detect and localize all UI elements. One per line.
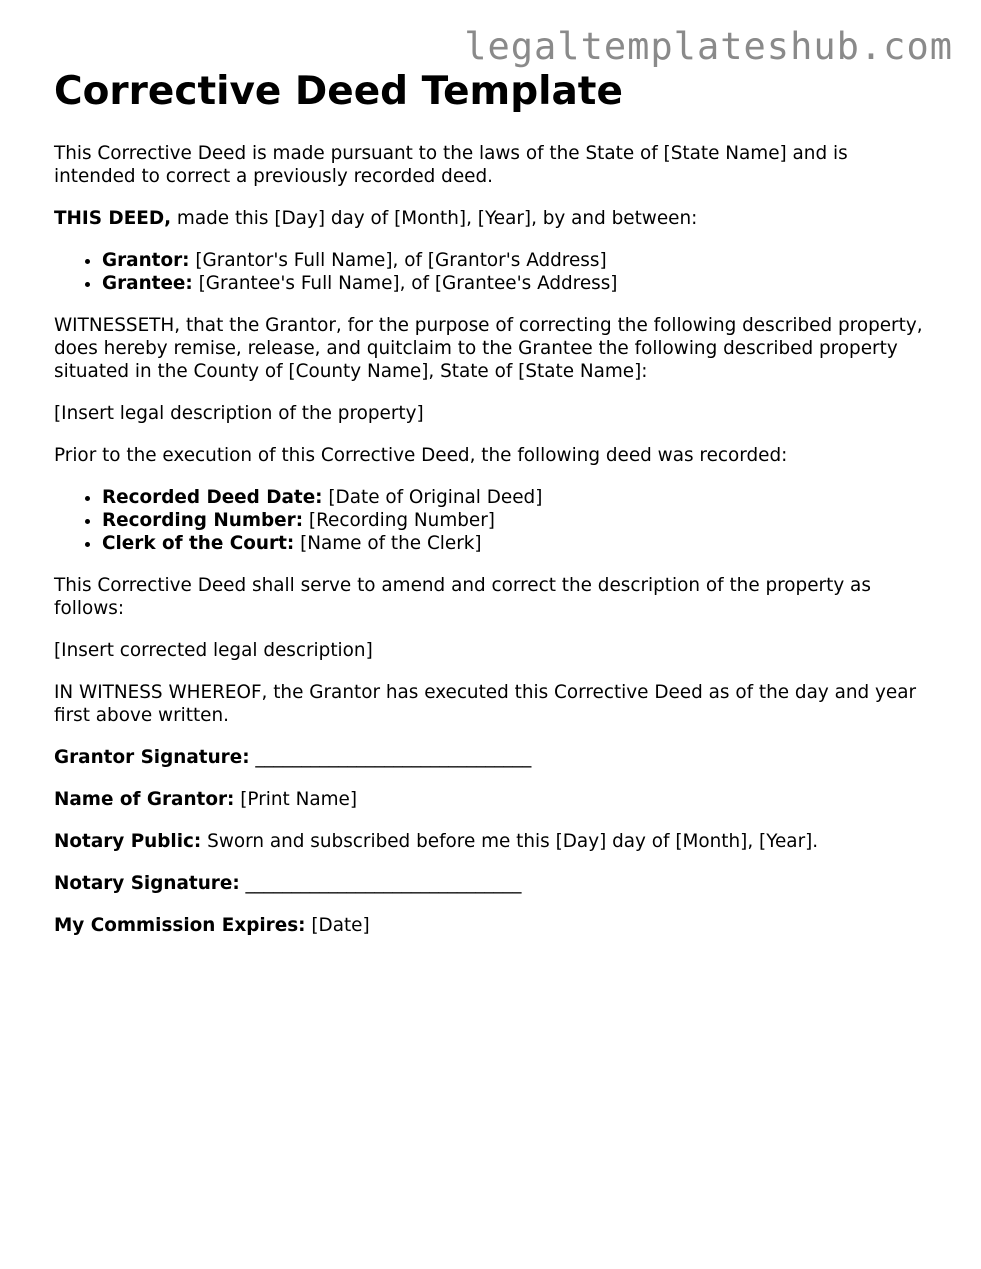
document-title: Corrective Deed Template	[54, 69, 623, 114]
prior-deed-paragraph: Prior to the execution of this Corrective Deed, the following deed was recorded:	[54, 445, 788, 466]
list-item-recording-number	[102, 509, 934, 532]
parties-list	[54, 249, 934, 295]
commission-expires-value: [Date]	[305, 915, 370, 936]
recorded-deed-list	[54, 486, 934, 555]
commission-expires-line	[54, 914, 934, 937]
deed-line-label: THIS DEED,	[54, 208, 172, 229]
recording-number-label: Recording Number:	[102, 510, 304, 531]
witnesseth-paragraph: WITNESSETH, that the Grantor, for the purpose of correcting the following described property, does hereby remise, release, and quitclaim to the Grantee the following described property situated in the County of [County Name], State of [State Name]:	[54, 315, 923, 382]
legal-description-placeholder: [Insert legal description of the property]	[54, 403, 424, 424]
list-item-grantor	[102, 249, 934, 272]
amend-paragraph: This Corrective Deed shall serve to amend and correct the description of the property as follows:	[54, 575, 871, 619]
recorded-date-label: Recorded Deed Date:	[102, 487, 323, 508]
deed-line	[54, 207, 934, 230]
notary-signature-line	[54, 872, 934, 895]
grantor-signature-label: Grantor Signature:	[54, 747, 250, 768]
watermark: legaltemplateshub.com	[464, 25, 953, 68]
list-item-grantee	[102, 272, 934, 295]
grantor-name-value: [Print Name]	[234, 789, 358, 810]
witness-whereof-paragraph: IN WITNESS WHEREOF, the Grantor has executed this Corrective Deed as of the day and year first above written.	[54, 682, 917, 726]
clerk-label: Clerk of the Court:	[102, 533, 295, 554]
document-body	[54, 68, 934, 956]
deed-line-text: made this [Day] day of [Month], [Year], by and between:	[171, 208, 698, 229]
grantor-signature-line	[54, 746, 934, 769]
list-item-recorded-date	[102, 486, 934, 509]
notary-signature-label: Notary Signature:	[54, 873, 240, 894]
grantor-name-line	[54, 788, 934, 811]
grantee-value: [Grantee's Full Name], of [Grantee's Address]	[192, 273, 618, 294]
recording-number-value: [Recording Number]	[303, 510, 495, 531]
recorded-date-value: [Date of Original Deed]	[322, 487, 543, 508]
grantor-signature-blank: ______________________________	[249, 747, 532, 768]
grantor-name-label: Name of Grantor:	[54, 789, 235, 810]
list-item-clerk	[102, 532, 934, 555]
intro-paragraph: This Corrective Deed is made pursuant to the laws of the State of [State Name] and is intended to correct a previously recorded deed.	[54, 143, 848, 187]
notary-public-label: Notary Public:	[54, 831, 202, 852]
notary-signature-blank: ______________________________	[239, 873, 522, 894]
corrected-description-placeholder: [Insert corrected legal description]	[54, 640, 373, 661]
commission-expires-label: My Commission Expires:	[54, 915, 306, 936]
notary-public-text: Sworn and subscribed before me this [Day] day of [Month], [Year].	[201, 831, 819, 852]
grantor-label: Grantor:	[102, 250, 190, 271]
notary-public-line	[54, 830, 934, 853]
grantor-value: [Grantor's Full Name], of [Grantor's Address]	[189, 250, 607, 271]
grantee-label: Grantee:	[102, 273, 193, 294]
clerk-value: [Name of the Clerk]	[294, 533, 482, 554]
